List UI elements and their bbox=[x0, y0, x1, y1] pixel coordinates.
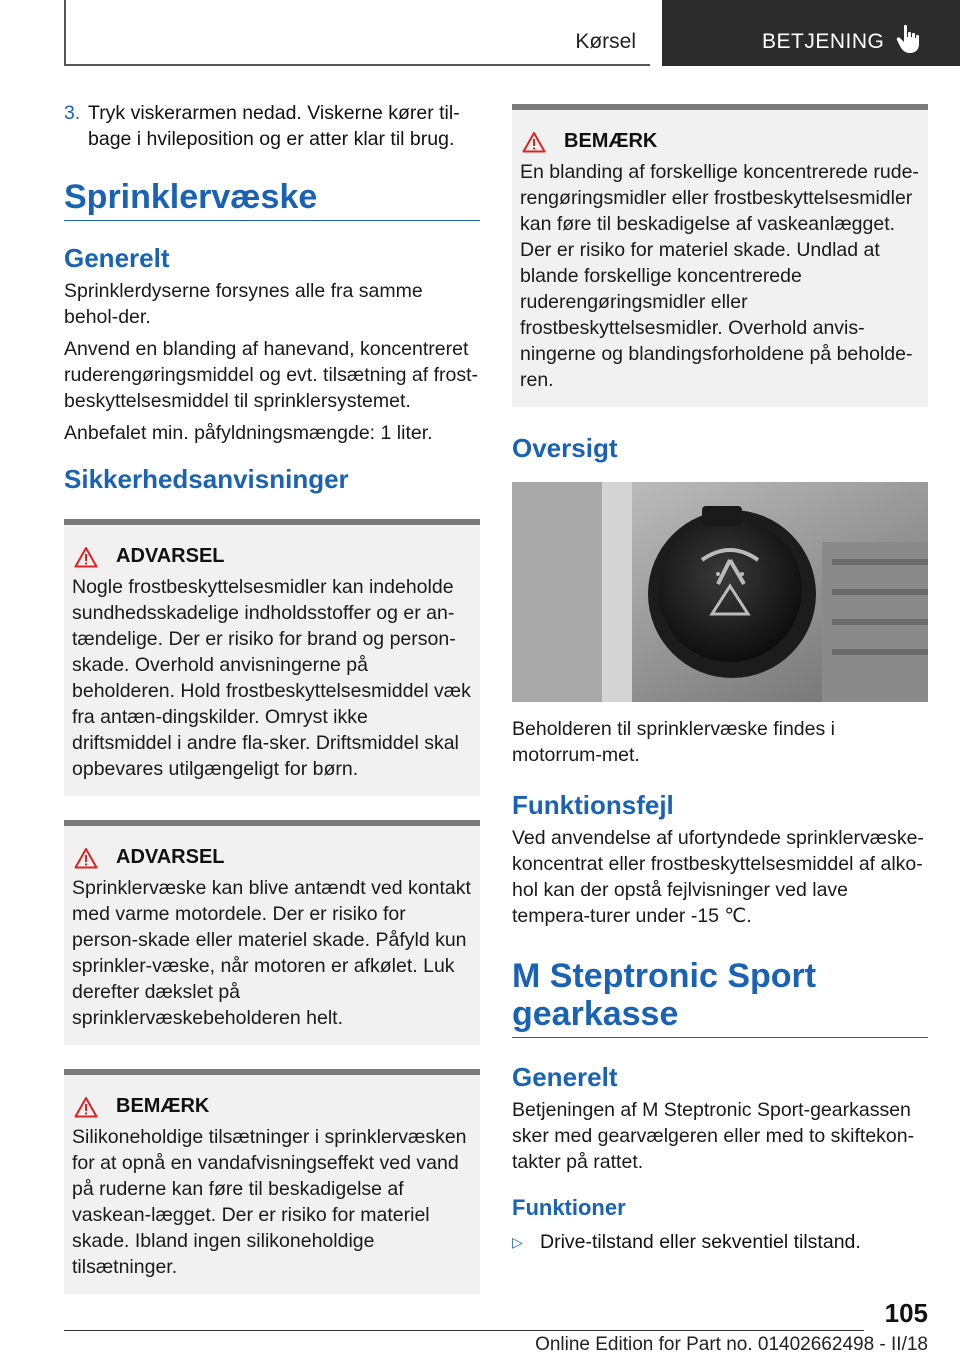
warning-title bbox=[72, 846, 472, 869]
note-title-text: BEMÆRK bbox=[564, 130, 658, 152]
warning-triangle-icon bbox=[522, 131, 546, 153]
step-3 bbox=[64, 100, 480, 152]
warning-title bbox=[72, 545, 472, 568]
paragraph: Anbefalet min. påfyldningsmængde: 1 liter. bbox=[64, 422, 433, 444]
note-text: Silikoneholdige tilsætninger i sprinklervæsken for at opnå en vandafvisningseffekt ved vand på ruderne kan føre til beskadigelse af vaskean-lægget. Der er risiko for materiel skade. Ibland ingen silikoneholdige tilsætninger. bbox=[72, 1126, 467, 1278]
warning-box bbox=[64, 820, 480, 1045]
paragraph: Sprinklerdyserne forsynes alle fra samme behol-der. bbox=[64, 280, 423, 328]
chapter-tab[interactable] bbox=[662, 0, 960, 66]
heading-m-steptronic: M Steptronic Sport gearkasse bbox=[512, 957, 928, 1038]
section-label: Kørsel bbox=[575, 30, 636, 53]
footer-edition: Online Edition for Part no. 01402662498 - II/18 bbox=[535, 1334, 928, 1355]
paragraph: Ved anvendelse af ufortyndede sprinklervæske-koncentrat eller frostbeskyttelsesmiddel af alko-hol kan der opstå fejlvisninger ved lave tempera-turer under -15 ℃. bbox=[512, 827, 924, 927]
left-column bbox=[64, 100, 480, 1294]
right-column bbox=[512, 100, 928, 1255]
step-number: 3. bbox=[64, 102, 81, 124]
footer-divider bbox=[64, 1330, 864, 1331]
paragraph: Betjeningen af M Steptronic Sport-gearkassen sker med gearvælgeren eller med to skiftekon-takter på rattet. bbox=[512, 1099, 915, 1173]
list-item-text: Drive-tilstand eller sekventiel tilstand. bbox=[540, 1231, 861, 1253]
heading-funktionsfejl: Funktionsfejl bbox=[512, 790, 674, 820]
warning-triangle-icon bbox=[74, 546, 98, 568]
paragraph: Beholderen til sprinklervæske findes i motorrum-met. bbox=[512, 718, 835, 766]
heading-generelt-2: Generelt bbox=[512, 1062, 618, 1092]
warning-title-text: ADVARSEL bbox=[116, 545, 225, 567]
step-text: Tryk viskerarmen nedad. Viskerne kører til-bage i hvileposition og er atter klar til brug. bbox=[88, 102, 460, 150]
list-item bbox=[512, 1229, 928, 1255]
heading-funktioner: Funktioner bbox=[512, 1195, 626, 1220]
paragraph: Anvend en blanding af hanevand, koncentreret ruderengøringsmiddel og evt. tilsætning af frost-beskyttelsesmiddel til sprinklersystemet. bbox=[64, 338, 479, 412]
note-box bbox=[64, 1069, 480, 1294]
heading-sprinklervaeske: Sprinklervæske bbox=[64, 178, 480, 221]
warning-text: Sprinklervæske kan blive antændt ved kontakt med varme motordele. Der er risiko for person-skade eller materiel skade. Påfyld kun sprinkler-væske, når motoren er afkølet. Luk derefter dækslet på sprinklervæskebeholderen helt. bbox=[72, 877, 471, 1029]
section-tab[interactable] bbox=[64, 0, 650, 66]
warning-box bbox=[64, 519, 480, 796]
note-text: En blanding af forskellige koncentrerede rude-rengøringsmidler eller frostbeskyttelsesmidler kan føre til beskadigelse af vaskeanlægget. Der er risiko for materiel skade. Undlad at blande forskellige koncentrerede ruderengøringsmidler eller frostbeskyttelsesmidler. Overhold anvis-ningerne og blandingsforholdene på beholde-ren. bbox=[520, 161, 919, 391]
warning-title-text: ADVARSEL bbox=[116, 846, 225, 868]
warning-triangle-icon bbox=[74, 847, 98, 869]
heading-sikkerhedsanvisninger: Sikkerhedsanvisninger bbox=[64, 464, 349, 494]
reservoir-cap-illustration bbox=[512, 482, 928, 702]
chapter-label: BETJENING bbox=[762, 30, 885, 53]
washer-reservoir-photo bbox=[512, 482, 928, 702]
warning-triangle-icon bbox=[74, 1096, 98, 1118]
triangle-bullet-icon: ▷ bbox=[512, 1234, 523, 1250]
heading-oversigt: Oversigt bbox=[512, 433, 618, 463]
note-title bbox=[72, 1095, 472, 1118]
pointing-hand-icon bbox=[896, 24, 922, 54]
warning-text: Nogle frostbeskyttelsesmidler kan indeholde sundhedsskadelige indholdsstoffer og er an-tændelige. Der er risiko for brand og person-skade. Overhold anvisningerne på beholderen. Hold frostbeskyttelsesmiddel væk fra antæn-dingskilder. Omryst ikke driftsmiddel i andre fla-sker. Driftsmiddel skal opbevares utilgængeligt for børn. bbox=[72, 576, 471, 780]
page-number: 105 bbox=[884, 1298, 928, 1328]
page-header bbox=[0, 0, 960, 66]
note-title bbox=[520, 130, 920, 153]
note-box bbox=[512, 104, 928, 407]
heading-generelt: Generelt bbox=[64, 243, 170, 273]
note-title-text: BEMÆRK bbox=[116, 1095, 210, 1117]
